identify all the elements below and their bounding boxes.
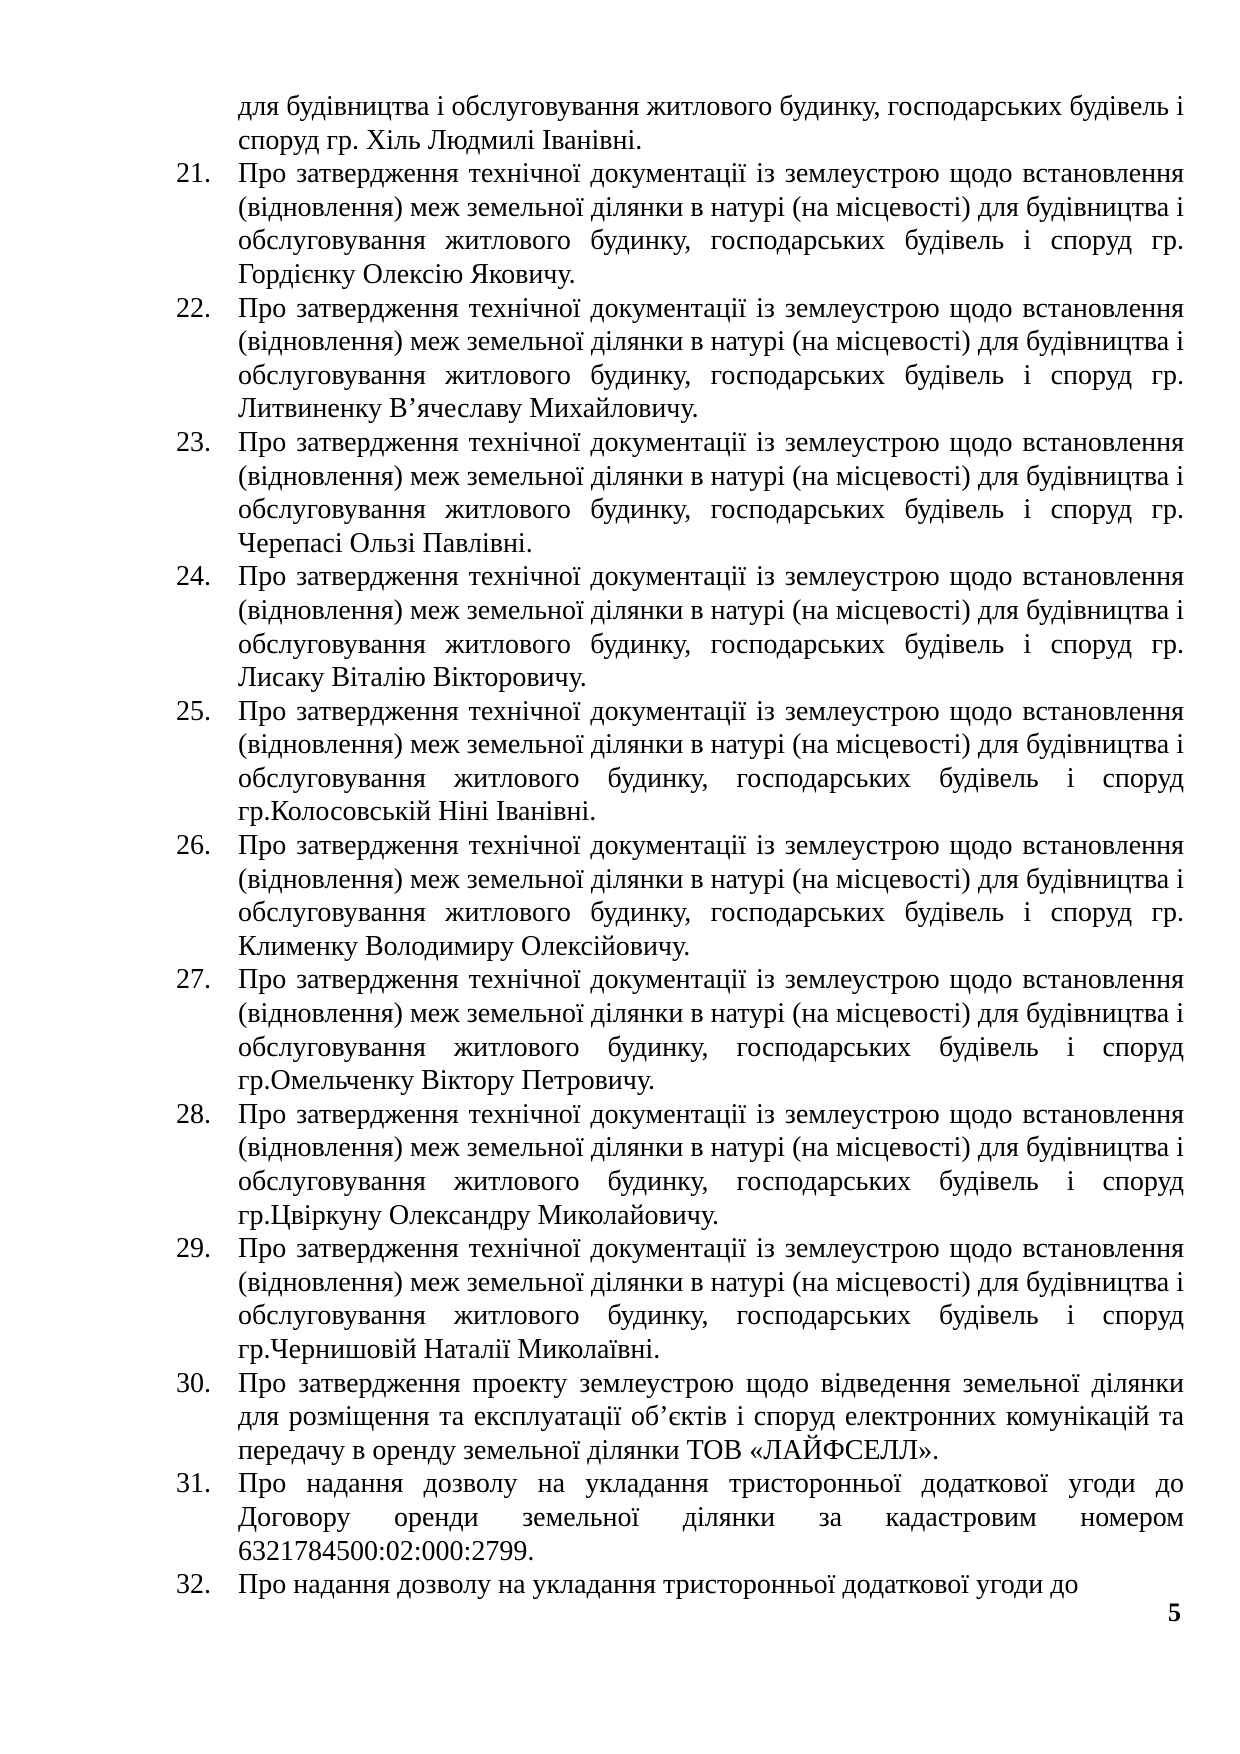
list-item-26 xyxy=(176,829,1184,963)
item-text: Про затвердження технічної документації із землеустрою щодо встановлення (відновлення) меж земельної ділянки в натурі (на місцевості) для будівництва і обслуговування житлового будинку, господарських будівель і споруд гр. Черепасі Ользі Павлівні. xyxy=(238,426,1184,559)
item-number: 25. xyxy=(176,695,211,727)
item-text: Про затвердження технічної документації із землеустрою щодо встановлення (відновлення) меж земельної ділянки в натурі (на місцевості) для будівництва і обслуговування житлового будинку, господарських будівель і споруд гр. Литвиненку В’ячеславу Михайловичу. xyxy=(238,292,1184,425)
list-item-22 xyxy=(176,292,1184,426)
list-item-31 xyxy=(176,1467,1184,1568)
list-item-27 xyxy=(176,963,1184,1097)
list-item-29 xyxy=(176,1232,1184,1366)
list-item-32 xyxy=(176,1568,1184,1602)
item-text: Про затвердження технічної документації із землеустрою щодо встановлення (відновлення) меж земельної ділянки в натурі (на місцевості) для будівництва і обслуговування житлового будинку, господарських будівель і споруд гр. Лисаку Віталію Вікторовичу. xyxy=(238,561,1184,694)
item-text: Про затвердження технічної документації із землеустрою щодо встановлення (відновлення) меж земельної ділянки в натурі (на місцевості) для будівництва і обслуговування житлового будинку, господарських будівель і споруд гр.Колосовській Ніні Іванівні. xyxy=(238,695,1184,828)
item-number: 32. xyxy=(176,1569,211,1601)
item-number: 22. xyxy=(176,292,211,324)
item-text: Про затвердження технічної документації із землеустрою щодо встановлення (відновлення) меж земельної ділянки в натурі (на місцевості) для будівництва і обслуговування житлового будинку, господарських будівель і споруд гр.Цвіркуну Олександру Миколайовичу. xyxy=(238,1098,1184,1231)
continued-paragraph xyxy=(238,90,1184,157)
item-number: 21. xyxy=(176,158,211,190)
list-item-30 xyxy=(176,1367,1184,1468)
item-text: Про затвердження технічної документації із землеустрою щодо встановлення (відновлення) меж земельної ділянки в натурі (на місцевості) для будівництва і обслуговування житлового будинку, господарських будівель і споруд гр.Омельченку Віктору Петровичу. xyxy=(238,964,1184,1097)
item-number: 23. xyxy=(176,426,211,458)
item-text: Про надання дозволу на укладання тристоронньої додаткової угоди до xyxy=(238,1569,1079,1601)
paragraph-text: для будівництва і обслуговування житлового будинку, господарських будівель і споруд гр. Хіль Людмилі Іванівні. xyxy=(238,91,1184,156)
page-number: 5 xyxy=(1168,1598,1181,1627)
list-item-21 xyxy=(176,157,1184,291)
item-number: 29. xyxy=(176,1233,211,1265)
document-body xyxy=(0,90,1240,1602)
list-item-25 xyxy=(176,695,1184,829)
list-item-24 xyxy=(176,560,1184,694)
item-text: Про затвердження проекту землеустрою щодо відведення земельної ділянки для розміщення та експлуатації об’єктів і споруд електронних комунікацій та передачу в оренду земельної ділянки ТОВ «ЛАЙФСЕЛЛ». xyxy=(238,1367,1184,1466)
item-number: 31. xyxy=(176,1468,211,1500)
item-text: Про надання дозволу на укладання тристоронньої додаткової угоди до Договору оренди земельної ділянки за кадастровим номером 6321784500:02:000:2799. xyxy=(238,1468,1184,1567)
item-number: 26. xyxy=(176,830,211,862)
list-item-23 xyxy=(176,426,1184,560)
item-text: Про затвердження технічної документації із землеустрою щодо встановлення (відновлення) меж земельної ділянки в натурі (на місцевості) для будівництва і обслуговування житлового будинку, господарських будівель і споруд гр. Клименку Володимиру Олексійовичу. xyxy=(238,830,1184,962)
item-number: 24. xyxy=(176,561,211,593)
item-number: 30. xyxy=(176,1367,211,1399)
list-item-28 xyxy=(176,1098,1184,1232)
item-text: Про затвердження технічної документації із землеустрою щодо встановлення (відновлення) меж земельної ділянки в натурі (на місцевості) для будівництва і обслуговування житлового будинку, господарських будівель і споруд гр.Чернишовій Наталії Миколаївні. xyxy=(238,1233,1184,1365)
item-number: 27. xyxy=(176,964,211,996)
item-text: Про затвердження технічної документації із землеустрою щодо встановлення (відновлення) меж земельної ділянки в натурі (на місцевості) для будівництва і обслуговування житлового будинку, господарських будівель і споруд гр. Гордієнку Олексію Яковичу. xyxy=(238,158,1184,290)
item-number: 28. xyxy=(176,1098,211,1130)
